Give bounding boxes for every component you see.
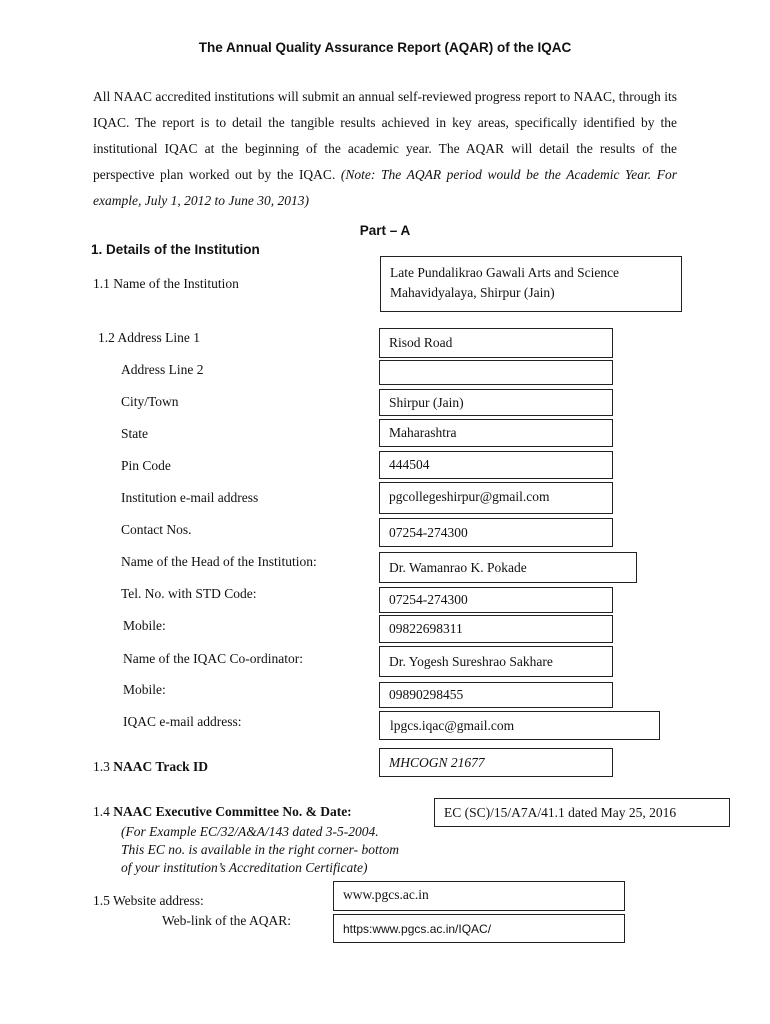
- address-line1-field: Risod Road: [379, 328, 613, 358]
- institution-name-line1: Late Pundalikrao Gawali Arts and Science: [390, 265, 620, 280]
- track-id-number: 1.3: [93, 759, 110, 774]
- exec-committee-note-line2: This EC no. is available in the right corner- bottom: [121, 842, 399, 857]
- city-label: City/Town: [121, 394, 179, 409]
- intro-paragraph: [93, 84, 677, 214]
- address-line1-label: 1.2 Address Line 1: [98, 330, 200, 345]
- head-name-field: Dr. Wamanrao K. Pokade: [379, 552, 637, 583]
- pin-code-field: 444504: [379, 451, 613, 479]
- address-line2-field: [379, 360, 613, 385]
- state-field: Maharashtra: [379, 419, 613, 447]
- head-mobile-label: Mobile:: [123, 618, 166, 633]
- contact-field: 07254-274300: [379, 518, 613, 547]
- institution-name-label: 1.1 Name of the Institution: [93, 276, 239, 291]
- exec-committee-field: EC (SC)/15/A7A/41.1 dated May 25, 2016: [434, 798, 730, 827]
- institution-email-field: pgcollegeshirpur@gmail.com: [379, 482, 613, 514]
- iqac-coordinator-field: Dr. Yogesh Sureshrao Sakhare: [379, 646, 613, 677]
- section-heading: 1. Details of the Institution: [91, 242, 260, 257]
- exec-committee-label: [93, 804, 352, 820]
- city-field: Shirpur (Jain): [379, 389, 613, 416]
- intro-note-text: (Note: The AQAR period would be the Academic Year. For example, July 1, 2012 to June 30, 2013): [93, 167, 678, 208]
- head-mobile-field: 09822698311: [379, 615, 613, 643]
- tel-std-field: 07254-274300: [379, 587, 613, 613]
- iqac-mobile-label: Mobile:: [123, 682, 166, 697]
- exec-committee-note-line3: of your institution’s Accreditation Certificate): [121, 860, 368, 875]
- iqac-email-field: lpgcs.iqac@gmail.com: [379, 711, 660, 740]
- website-field: www.pgcs.ac.in: [333, 881, 625, 911]
- aqar-link-label: Web-link of the AQAR:: [162, 913, 292, 928]
- institution-name-line2: Mahavidyalaya, Shirpur (Jain): [390, 285, 555, 300]
- exec-committee-note-line1: (For Example EC/32/A&A/143 dated 3-5-2004.: [121, 824, 379, 839]
- exec-committee-label-text: NAAC Executive Committee No. & Date:: [113, 804, 352, 819]
- intro-main-text: All NAAC accredited institutions will submit an annual self-reviewed progress report to NAAC, through its IQAC. The report is to detail the tangible results achieved in key areas, specifically identified by the institutional IQAC at the beginning of the academic year. The AQAR will detail the results of the perspective plan worked out by the IQAC.: [93, 89, 677, 182]
- contact-label: Contact Nos.: [121, 522, 192, 537]
- track-id-label-text: NAAC Track ID: [113, 759, 209, 774]
- head-name-label: Name of the Head of the Institution:: [121, 554, 317, 569]
- institution-email-label: Institution e-mail address: [121, 490, 259, 505]
- state-label: State: [121, 426, 148, 441]
- exec-committee-number: 1.4: [93, 804, 110, 819]
- iqac-coordinator-label: Name of the IQAC Co-ordinator:: [123, 651, 303, 666]
- aqar-link-field: [333, 914, 625, 943]
- iqac-mobile-field: 09890298455: [379, 682, 613, 708]
- track-id-label: [93, 759, 208, 775]
- tel-std-label: Tel. No. with STD Code:: [121, 586, 257, 601]
- pin-code-label: Pin Code: [121, 458, 171, 473]
- iqac-email-label: IQAC e-mail address:: [123, 714, 242, 729]
- document-title: The Annual Quality Assurance Report (AQAR) of the IQAC: [198, 40, 572, 55]
- exec-committee-note: [121, 823, 461, 877]
- institution-name-field: [380, 256, 682, 312]
- aqar-link-value: https:www.pgcs.ac.in/IQAC/: [343, 921, 492, 936]
- address-line2-label: Address Line 2: [121, 362, 204, 377]
- website-label: 1.5 Website address:: [93, 893, 204, 908]
- track-id-field: MHCOGN 21677: [379, 748, 613, 777]
- part-heading: Part – A: [359, 223, 411, 238]
